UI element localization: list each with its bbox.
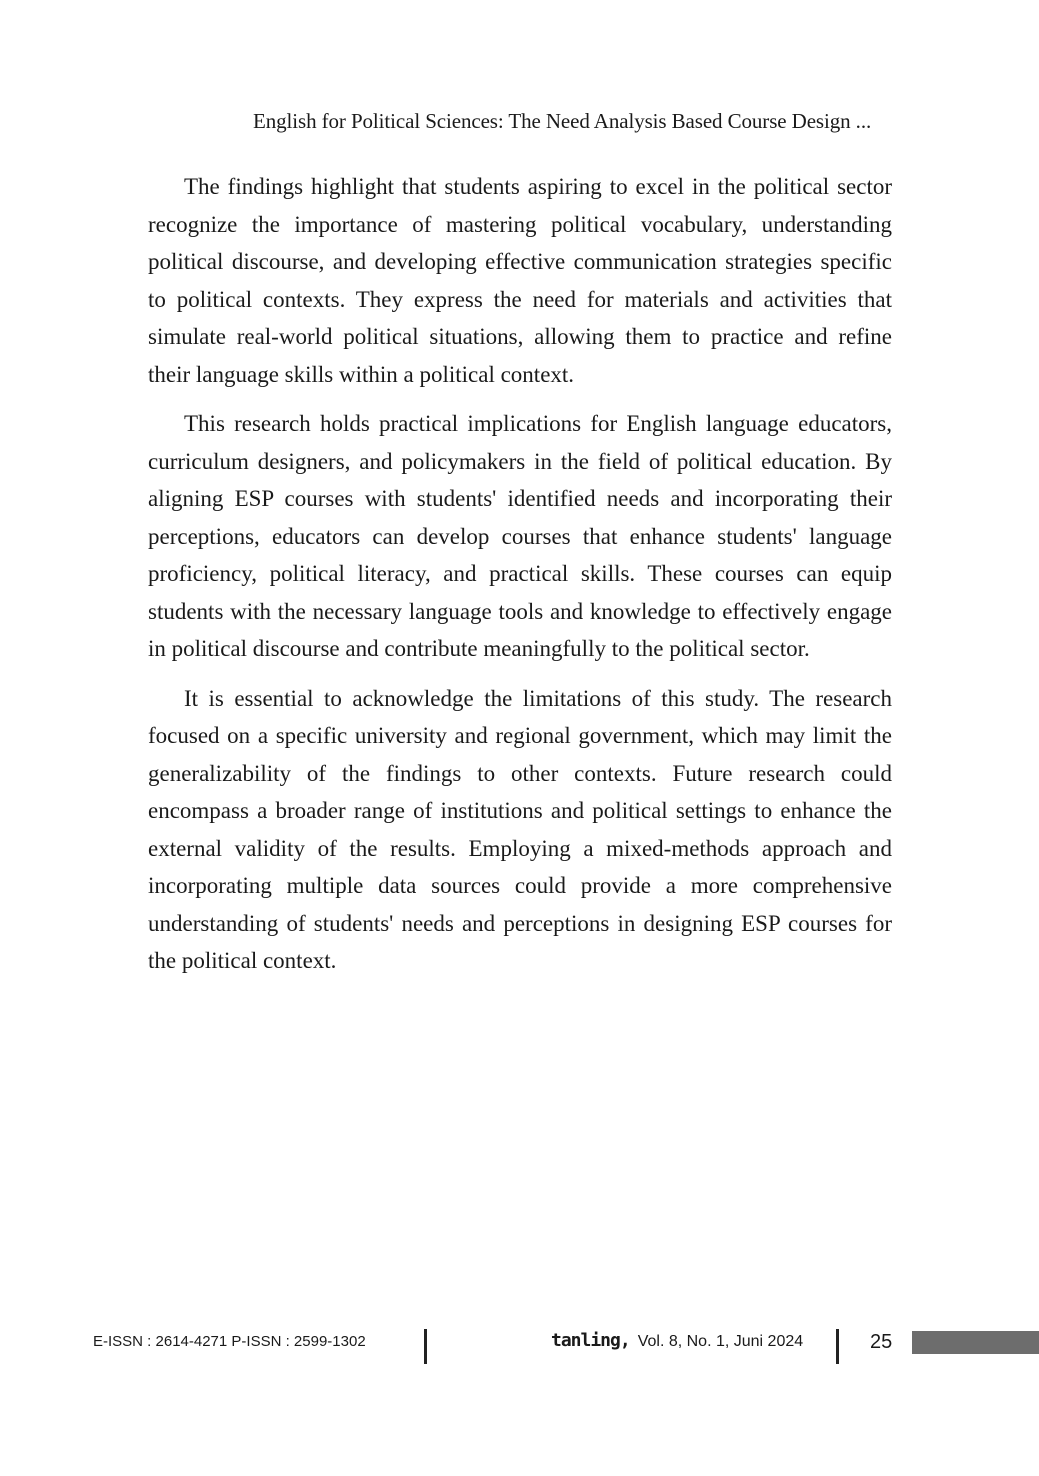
issn-text: E-ISSN : 2614-4271 P-ISSN : 2599-1302 [93,1333,366,1350]
page-number: 25 [870,1331,893,1353]
running-head: English for Political Sciences: The Need Analysis Based Course Design ... [253,109,872,133]
paragraph-2: This research holds practical implications for English language educators, curriculum designers, and policymakers in the field of political education. By aligning ESP courses with students' identified needs and incorporating their perceptions, educators can develop courses that enhance students' language proficiency, political literacy, and practical skills. These courses can equip students with the necessary language tools and knowledge to effectively engage in political discourse and contribute meaningfully to the political sector. [148,411,892,661]
paragraph-1: The findings highlight that students aspiring to excel in the political sector recognize the importance of mastering political vocabulary, understanding political discourse, and developing effective communication strategies specific to political contexts. They express the need for materials and activities that simulate real-world political situations, allowing them to practice and refine their language skills within a political context. [148,174,892,387]
journal-logo: tanling, [551,1330,630,1351]
footer-divider [424,1329,427,1364]
journal-volume: Vol. 8, No. 1, Juni 2024 [637,1333,804,1350]
footer-tab-bar [912,1331,1039,1354]
body-text [148,168,892,992]
page-footer [0,1322,1039,1368]
paragraph-3: It is essential to acknowledge the limitations of this study. The research focused on a specific university and regional government, which may limit the generalizability of the findings to other contexts. Future research could encompass a broader range of institutions and political settings to enhance the external validity of the results. Employing a mixed-methods approach and incorporating multiple data sources could provide a more comprehensive understanding of students' needs and perceptions in designing ESP courses for the political context. [148,685,892,973]
footer-divider [836,1329,839,1364]
journal-info [551,1330,803,1351]
